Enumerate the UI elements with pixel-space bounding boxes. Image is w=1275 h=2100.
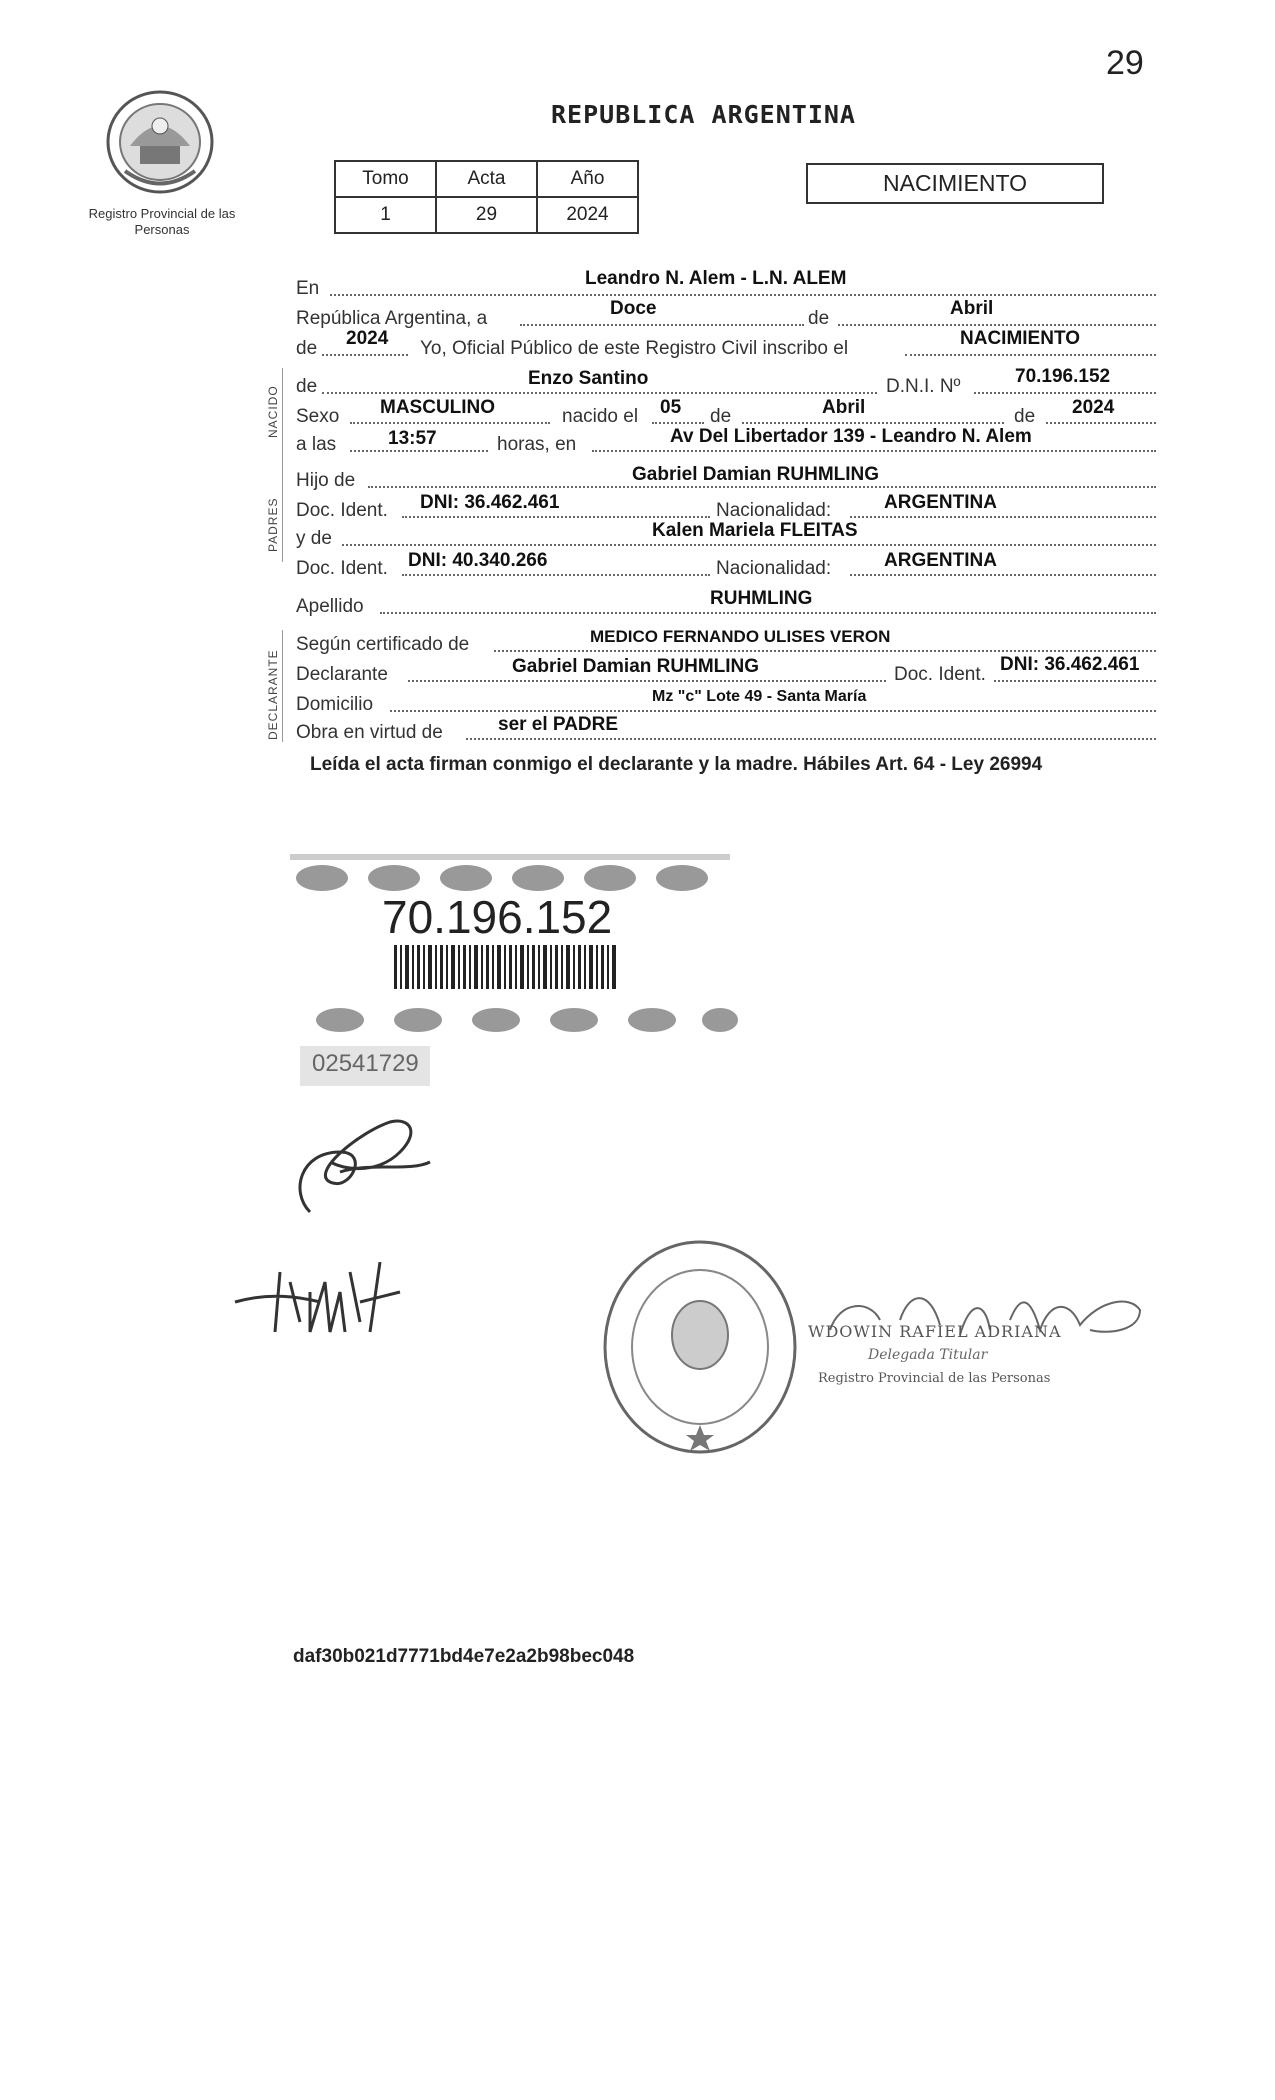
signature-madre — [230, 1262, 410, 1342]
value-nac-anio: 2024 — [1072, 397, 1115, 418]
label-yo: Yo, Oficial Público de este Registro Civil inscribo el — [420, 338, 849, 359]
officer-title: Delegada Titular — [868, 1347, 988, 1363]
dots — [974, 392, 1156, 394]
dots — [322, 354, 408, 356]
side-label-declarante: DECLARANTE — [266, 649, 280, 740]
label-sexo: Sexo — [296, 406, 340, 427]
label-hijo: Hijo de — [296, 470, 356, 491]
dots — [592, 450, 1156, 452]
value-doc3: DNI: 36.462.461 — [1000, 654, 1140, 675]
value-nac1: ARGENTINA — [884, 492, 997, 513]
value-nac-dia: 05 — [660, 397, 682, 418]
label-nac1: Nacionalidad: — [716, 500, 832, 521]
crest-caption: Registro Provincial de las Personas — [88, 206, 236, 237]
dots — [494, 650, 1156, 652]
value-anio: 2024 — [346, 328, 389, 349]
value-apellido: RUHMLING — [710, 588, 813, 609]
value-obra: ser el PADRE — [498, 714, 619, 735]
dots — [408, 680, 886, 682]
officer-org: Registro Provincial de las Personas — [818, 1371, 1051, 1386]
label-apellido: Apellido — [296, 596, 364, 617]
label-de3: de — [296, 376, 318, 397]
label-obra: Obra en virtud de — [296, 722, 443, 743]
dots — [652, 422, 704, 424]
value-nac2: ARGENTINA — [884, 550, 997, 571]
value-hora: 13:57 — [388, 428, 437, 449]
tomo-acta-anio-table — [334, 160, 639, 234]
officer-name: WDOWIN RAFIEL ADRIANA — [808, 1322, 1062, 1341]
value-en: Leandro N. Alem - L.N. ALEM — [585, 268, 847, 289]
signature-declarante — [270, 1112, 440, 1222]
value-declarante: Gabriel Damian RUHMLING — [512, 656, 760, 677]
label-doc2: Doc. Ident. — [296, 558, 388, 579]
label-yde: y de — [296, 528, 332, 549]
dots — [350, 450, 488, 452]
dots — [330, 294, 1156, 296]
acta-header: Acta — [436, 161, 537, 197]
value-mes: Abril — [950, 298, 994, 319]
value-sexo: MASCULINO — [380, 397, 496, 418]
label-segun: Según certificado de — [296, 634, 470, 655]
dots — [1046, 422, 1156, 424]
label-doc1: Doc. Ident. — [296, 500, 388, 521]
dots — [390, 710, 1156, 712]
label-horas: horas, en — [497, 434, 577, 455]
value-dia: Doce — [610, 298, 657, 319]
anio-header: Año — [537, 161, 638, 197]
sticker-pattern-bottom — [290, 1002, 740, 1038]
value-madre: Kalen Mariela FLEITAS — [652, 520, 858, 541]
label-dni: D.N.I. Nº — [886, 376, 961, 397]
dots — [466, 738, 1156, 740]
label-doc3: Doc. Ident. — [894, 664, 986, 685]
dots — [850, 574, 1156, 576]
page-number: 29 — [1106, 44, 1144, 82]
value-nombre: Enzo Santino — [528, 368, 649, 389]
value-inscribo: NACIMIENTO — [960, 328, 1080, 349]
declarante-rule — [282, 630, 283, 742]
value-padre: Gabriel Damian RUHMLING — [632, 464, 880, 485]
label-de2: de — [296, 338, 318, 359]
document-hash: daf30b021d7771bd4e7e2a2b98bec048 — [293, 1646, 635, 1667]
label-republica: República Argentina, a — [296, 308, 488, 329]
dots — [905, 354, 1156, 356]
label-alas: a las — [296, 434, 337, 455]
official-seal-icon — [600, 1235, 800, 1460]
record-type-box: NACIMIENTO — [806, 163, 1104, 204]
value-segun: MEDICO FERNANDO ULISES VERON — [590, 627, 891, 646]
dots — [342, 544, 1156, 546]
document-title: REPUBLICA ARGENTINA — [551, 100, 856, 129]
side-label-padres: PADRES — [266, 497, 280, 552]
label-de4: de — [710, 406, 732, 427]
dots — [380, 612, 1156, 614]
padres-rule — [282, 475, 283, 551]
sticker-number: 70.196.152 — [382, 891, 613, 943]
dots — [402, 516, 710, 518]
value-dni: 70.196.152 — [1015, 366, 1111, 387]
dots — [742, 422, 1004, 424]
value-nac-mes: Abril — [822, 397, 866, 418]
label-de5: de — [1014, 406, 1036, 427]
value-lugar: Av Del Libertador 139 - Leandro N. Alem — [670, 426, 1032, 447]
label-de: de — [808, 308, 830, 329]
label-nac2: Nacionalidad: — [716, 558, 832, 579]
dots — [350, 422, 550, 424]
closing-statement: Leída el acta firman conmigo el declarante y la madre. Hábiles Art. 64 - Ley 26994 — [310, 754, 1043, 775]
label-domicilio: Domicilio — [296, 694, 374, 715]
dots — [838, 324, 1156, 326]
dots — [402, 574, 710, 576]
dots — [520, 324, 804, 326]
value-doc2: DNI: 40.340.266 — [408, 550, 548, 571]
dots — [994, 680, 1156, 682]
label-en: En — [296, 278, 320, 299]
dots — [368, 486, 1156, 488]
acta-value: 29 — [436, 197, 537, 233]
value-doc1: DNI: 36.462.461 — [420, 492, 560, 513]
barcode-icon — [394, 945, 616, 989]
label-declarante: Declarante — [296, 664, 388, 685]
sticker-serial: 02541729 — [312, 1050, 419, 1077]
tomo-header: Tomo — [335, 161, 436, 197]
value-domicilio: Mz "c" Lote 49 - Santa María — [652, 688, 867, 705]
tomo-value: 1 — [335, 197, 436, 233]
dots — [850, 516, 1156, 518]
anio-value: 2024 — [537, 197, 638, 233]
side-label-nacido: NACIDO — [266, 385, 280, 438]
signature-officer — [810, 1290, 1150, 1350]
label-nacido: nacido el — [562, 406, 639, 427]
dots — [322, 392, 877, 394]
